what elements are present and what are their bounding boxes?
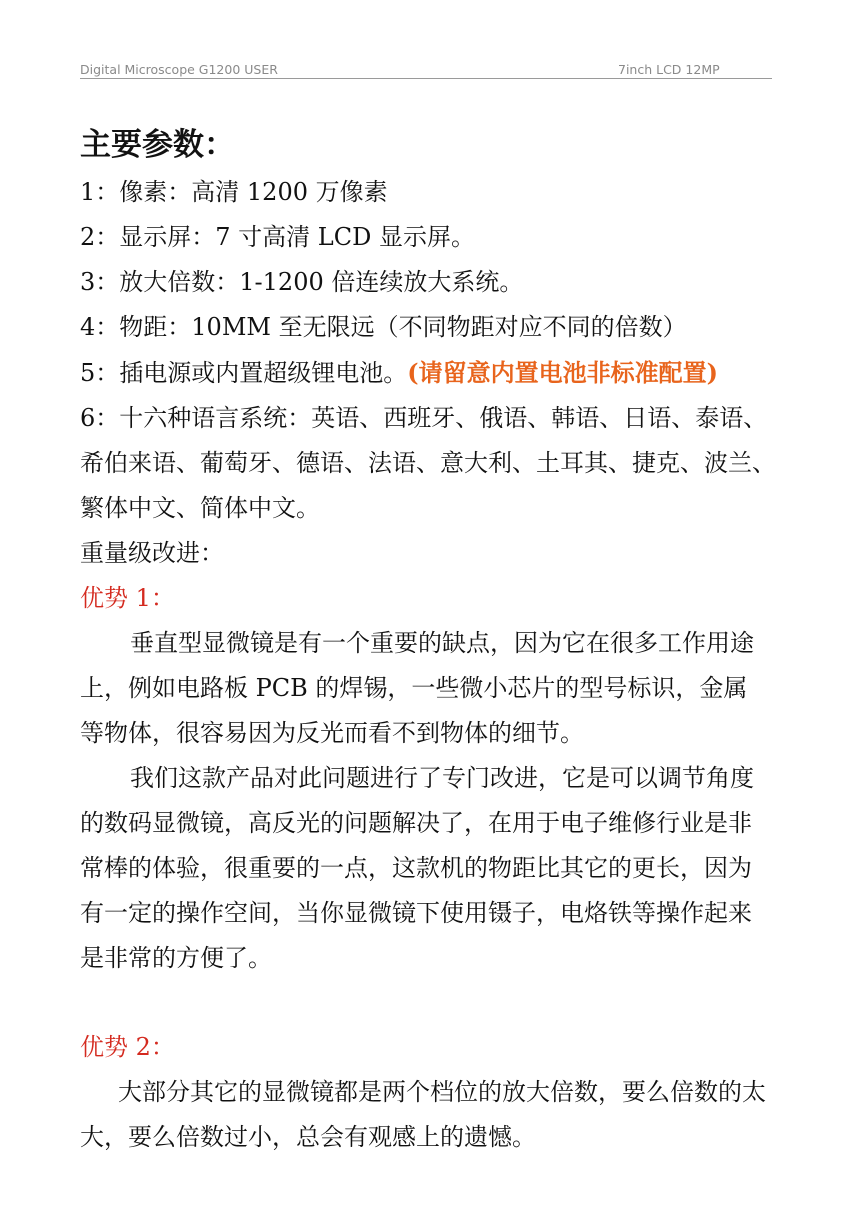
param-item-2 bbox=[80, 215, 780, 260]
improvement-heading: 重量级改进： bbox=[80, 539, 224, 567]
advantage-1-paragraph-1: 垂直型显微镜是有一个重要的缺点，因为它在很多工作用途上，例如电路板 PCB 的焊锡，一些微小芯片的型号标识，金属等物体，很容易因为反光而看不到物体的细节。 bbox=[80, 629, 754, 747]
param-text: 物距：10MM 至无限远（不同物距对应不同的倍数） bbox=[119, 313, 687, 341]
param-item-4 bbox=[80, 305, 780, 350]
header-left-text: Digital Microscope G1200 USER bbox=[80, 62, 278, 77]
document-body bbox=[80, 122, 780, 1160]
advantage-1-paragraph-2: 我们这款产品对此问题进行了专门改进，它是可以调节角度的数码显微镜，高反光的问题解决了，在用于电子维修行业是非常棒的体验，很重要的一点，这款机的物距比其它的更长，因为有一定的操作空间，当你显微镜下使用镊子，电烙铁等操作起来是非常的方便了。 bbox=[80, 764, 754, 972]
param-number: 2： bbox=[80, 223, 120, 251]
param-number: 4： bbox=[80, 313, 120, 341]
page-header bbox=[80, 62, 772, 79]
param-item-5 bbox=[80, 350, 780, 396]
param-number: 6： bbox=[80, 404, 120, 432]
param-number: 5： bbox=[80, 359, 120, 387]
param-number: 3： bbox=[80, 268, 120, 296]
battery-warning-note: (请留意内置电池非标准配置) bbox=[407, 358, 718, 387]
param-text: 放大倍数：1-1200 倍连续放大系统。 bbox=[119, 268, 524, 296]
spacer bbox=[80, 981, 780, 1025]
param-item-1 bbox=[80, 170, 780, 215]
header-right-text: 7inch LCD 12MP bbox=[618, 62, 720, 77]
param-text: 显示屏：7 寸高清 LCD 显示屏。 bbox=[119, 223, 475, 251]
param-text: 插电源或内置超级锂电池。 bbox=[119, 359, 408, 387]
param-text: 像素：高清 1200 万像素 bbox=[119, 178, 388, 206]
advantage-2-heading: 优势 2： bbox=[80, 1033, 175, 1061]
page-title: 主要参数： bbox=[80, 127, 235, 163]
param-item-3 bbox=[80, 260, 780, 305]
param-number: 1： bbox=[80, 178, 120, 206]
advantage-2-paragraph-1: 大部分其它的显微镜都是两个档位的放大倍数，要么倍数的太大，要么倍数过小，总会有观感上的遗憾。 bbox=[80, 1078, 766, 1151]
param-text: 十六种语言系统：英语、西班牙、俄语、韩语、日语、泰语、希伯来语、葡萄牙、德语、法语、意大利、土耳其、捷克、波兰、繁体中文、简体中文。 bbox=[80, 404, 776, 522]
param-item-6 bbox=[80, 396, 780, 531]
advantage-1-heading: 优势 1： bbox=[80, 584, 175, 612]
